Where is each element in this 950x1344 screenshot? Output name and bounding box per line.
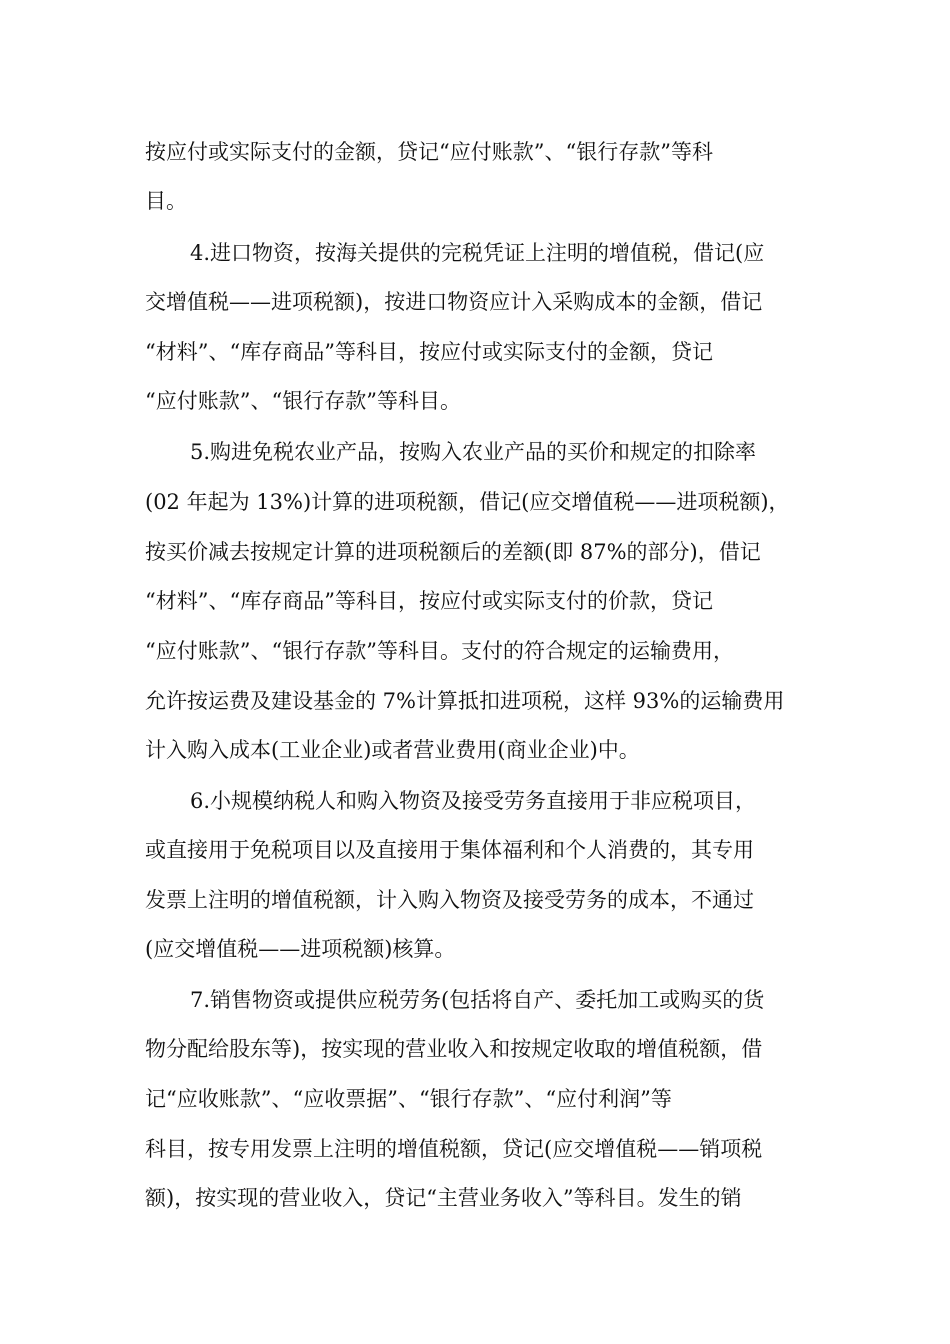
text-line: 交增值税——进项税额)，按进口物资应计入采购成本的金额，借记	[145, 290, 763, 314]
text-line: 允许按运费及建设基金的 7%计算抵扣进项税，这样 93%的运输费用	[145, 689, 785, 713]
paragraph-6-line: 6.小规模纳税人和购入物资及接受劳务直接用于非应税项目，	[190, 789, 757, 813]
text-line: “应付账款”、“银行存款”等科目。支付的符合规定的运输费用，	[145, 639, 734, 663]
text-line: 额)，按实现的营业收入，贷记“主营业务收入”等科目。发生的销	[145, 1186, 742, 1210]
paragraph-4-line: 4.进口物资，按海关提供的完税凭证上注明的增值税，借记(应	[190, 241, 765, 265]
text-line: 计入购入成本(工业企业)或者营业费用(商业企业)中。	[145, 738, 640, 762]
text-line: (应交增值税——进项税额)核算。	[145, 937, 456, 961]
text-line: 记“应收账款”、“应收票据”、“银行存款”、“应付利润”等	[145, 1087, 672, 1111]
text-line: 发票上注明的增值税额，计入购入物资及接受劳务的成本，不通过	[145, 888, 754, 912]
text-line: “材料”、“库存商品”等科目，按应付或实际支付的金额，贷记	[145, 340, 713, 364]
text-line: 或直接用于免税项目以及直接用于集体福利和个人消费的，其专用	[145, 838, 754, 862]
text-line: (02 年起为 13%)计算的进项税额，借记(应交增值税——进项税额)，	[145, 490, 790, 514]
text-line: “应付账款”、“银行存款”等科目。	[145, 389, 461, 413]
text-line: 目。	[145, 189, 187, 213]
text-line: 物分配给股东等)，按实现的营业收入和按规定收取的增值税额，借	[145, 1037, 763, 1061]
text-line: 科目，按专用发票上注明的增值税额，贷记(应交增值税——销项税	[145, 1137, 763, 1161]
paragraph-5-line: 5.购进免税农业产品，按购入农业产品的买价和规定的扣除率	[190, 440, 757, 464]
paragraph-7-line: 7.销售物资或提供应税劳务(包括将自产、委托加工或购买的货	[190, 988, 765, 1012]
text-line: 按应付或实际支付的金额，贷记“应付账款”、“银行存款”等科	[145, 140, 713, 164]
text-line: “材料”、“库存商品”等科目，按应付或实际支付的价款，贷记	[145, 589, 713, 613]
text-line: 按买价减去按规定计算的进项税额后的差额(即 87%的部分)，借记	[145, 540, 761, 564]
